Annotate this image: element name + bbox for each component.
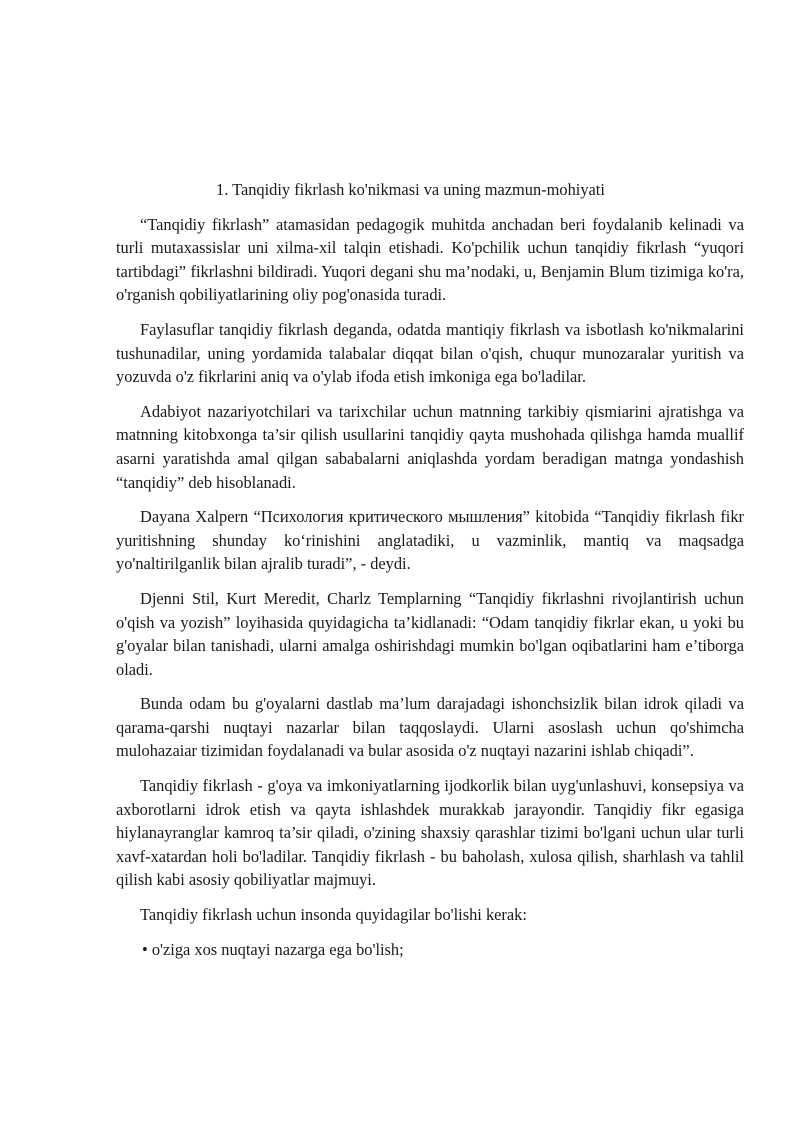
paragraph-2: Faylasuflar tanqidiy fikrlash deganda, odatda mantiqiy fikrlash va isbotlash ko'nikmalarini tushunadilar, uning yordamida talabalar diqqat bilan o'qish, chuqur munozaralar yuritish va yozuvda o'z fikrlarini aniq va o'ylab ifoda etish imkoniga ega bo'ladilar. <box>116 319 744 387</box>
paragraph-4: Dayana Xalpern “Психология критического мышления” kitobida “Tanqidiy fikrlash fikr yuritishning shunday ko‘rinishini anglatadiki, u vazminlik, mantiq va maqsadga yo'naltirilganlik bilan ajralib turadi”, - deydi. <box>116 507 744 574</box>
paragraph-1: “Tanqidiy fikrlash” atamasidan pedagogik muhitda anchadan beri foydalanib kelinadi va turli mutaxassislar uni xilma-xil talqin etishadi. Ko'pchilik uchun tanqidiy fikrlash “yuqori tartibdagi” fikrlashni bildiradi. Yuqori degani shu ma’nodaki, u, Benjamin Blum tizimiga ko'ra, o'rganish qobiliyatlarining oliy pog'onasida turadi. <box>116 214 744 305</box>
bullet-item: • o'ziga xos nuqtayi nazarga ega bo'lish; <box>142 939 404 959</box>
document-body <box>116 178 744 961</box>
paragraph-3: Adabiyot nazariyotchilari va tarixchilar uchun matnning tarkibiy qismiarini ajratishga va matnning kitobxonga ta’sir qilish usullarini tanqidiy qayta mushohada qilishga hamda muallif asarni yaratishda amal qilgan sababalarni aniqlashda yordam beradigan matnga yondashish “tanqidiy” deb hisoblanadi. <box>116 401 744 492</box>
paragraph-7: Tanqidiy fikrlash - g'oya va imkoniyatlarning ijodkorlik bilan uyg'unlashuvi, konsepsiya va axborotlarni idrok etish va qayta ishlashdek murakkab jarayondir. Tanqidiy fikr egasiga hiylanayranglar kamroq ta’sir qiladi, o'zining shaxsiy qarashlar tizimi bo'lgani uchun ular turli xavf-xatardan holi bo'ladilar. Tanqidiy fikrlash - bu baholash, xulosa qilish, sharhlash va tahlil qilish kabi asosiy qobiliyatlar majmuyi. <box>116 776 744 890</box>
paragraph-8: Tanqidiy fikrlash uchun insonda quyidagilar bo'lishi kerak: <box>140 905 527 925</box>
paragraph-6: Bunda odam bu g'oyalarni dastlab ma’lum darajadagi ishonchsizlik bilan idrok qiladi va qarama-qarshi nuqtayi nazarlar bilan taqqoslaydi. Ularni asoslash uchun qo'shimcha mulohazaiar tizimidan foydalanadi va bular asosida o'z nuqtayi nazarini ishlab chiqadi”. <box>116 694 744 761</box>
section-heading: 1. Tanqidiy fikrlash ko'nikmasi va uning mazmun-mohiyati <box>216 180 605 199</box>
paragraph-5: Djenni Stil, Kurt Meredit, Charlz Templarning “Tanqidiy fikrlashni rivojlantirish uchun o'qish va yozish” loyihasida quyidagicha ta’kidlanadi: “Odam tanqidiy fikrlar ekan, u yoki bu g'oyalar bilan tanishadi, ularni amalga oshirishdagi mumkin bo'lgan oqibatlarini ham e’tiborga oladi. <box>116 588 744 679</box>
